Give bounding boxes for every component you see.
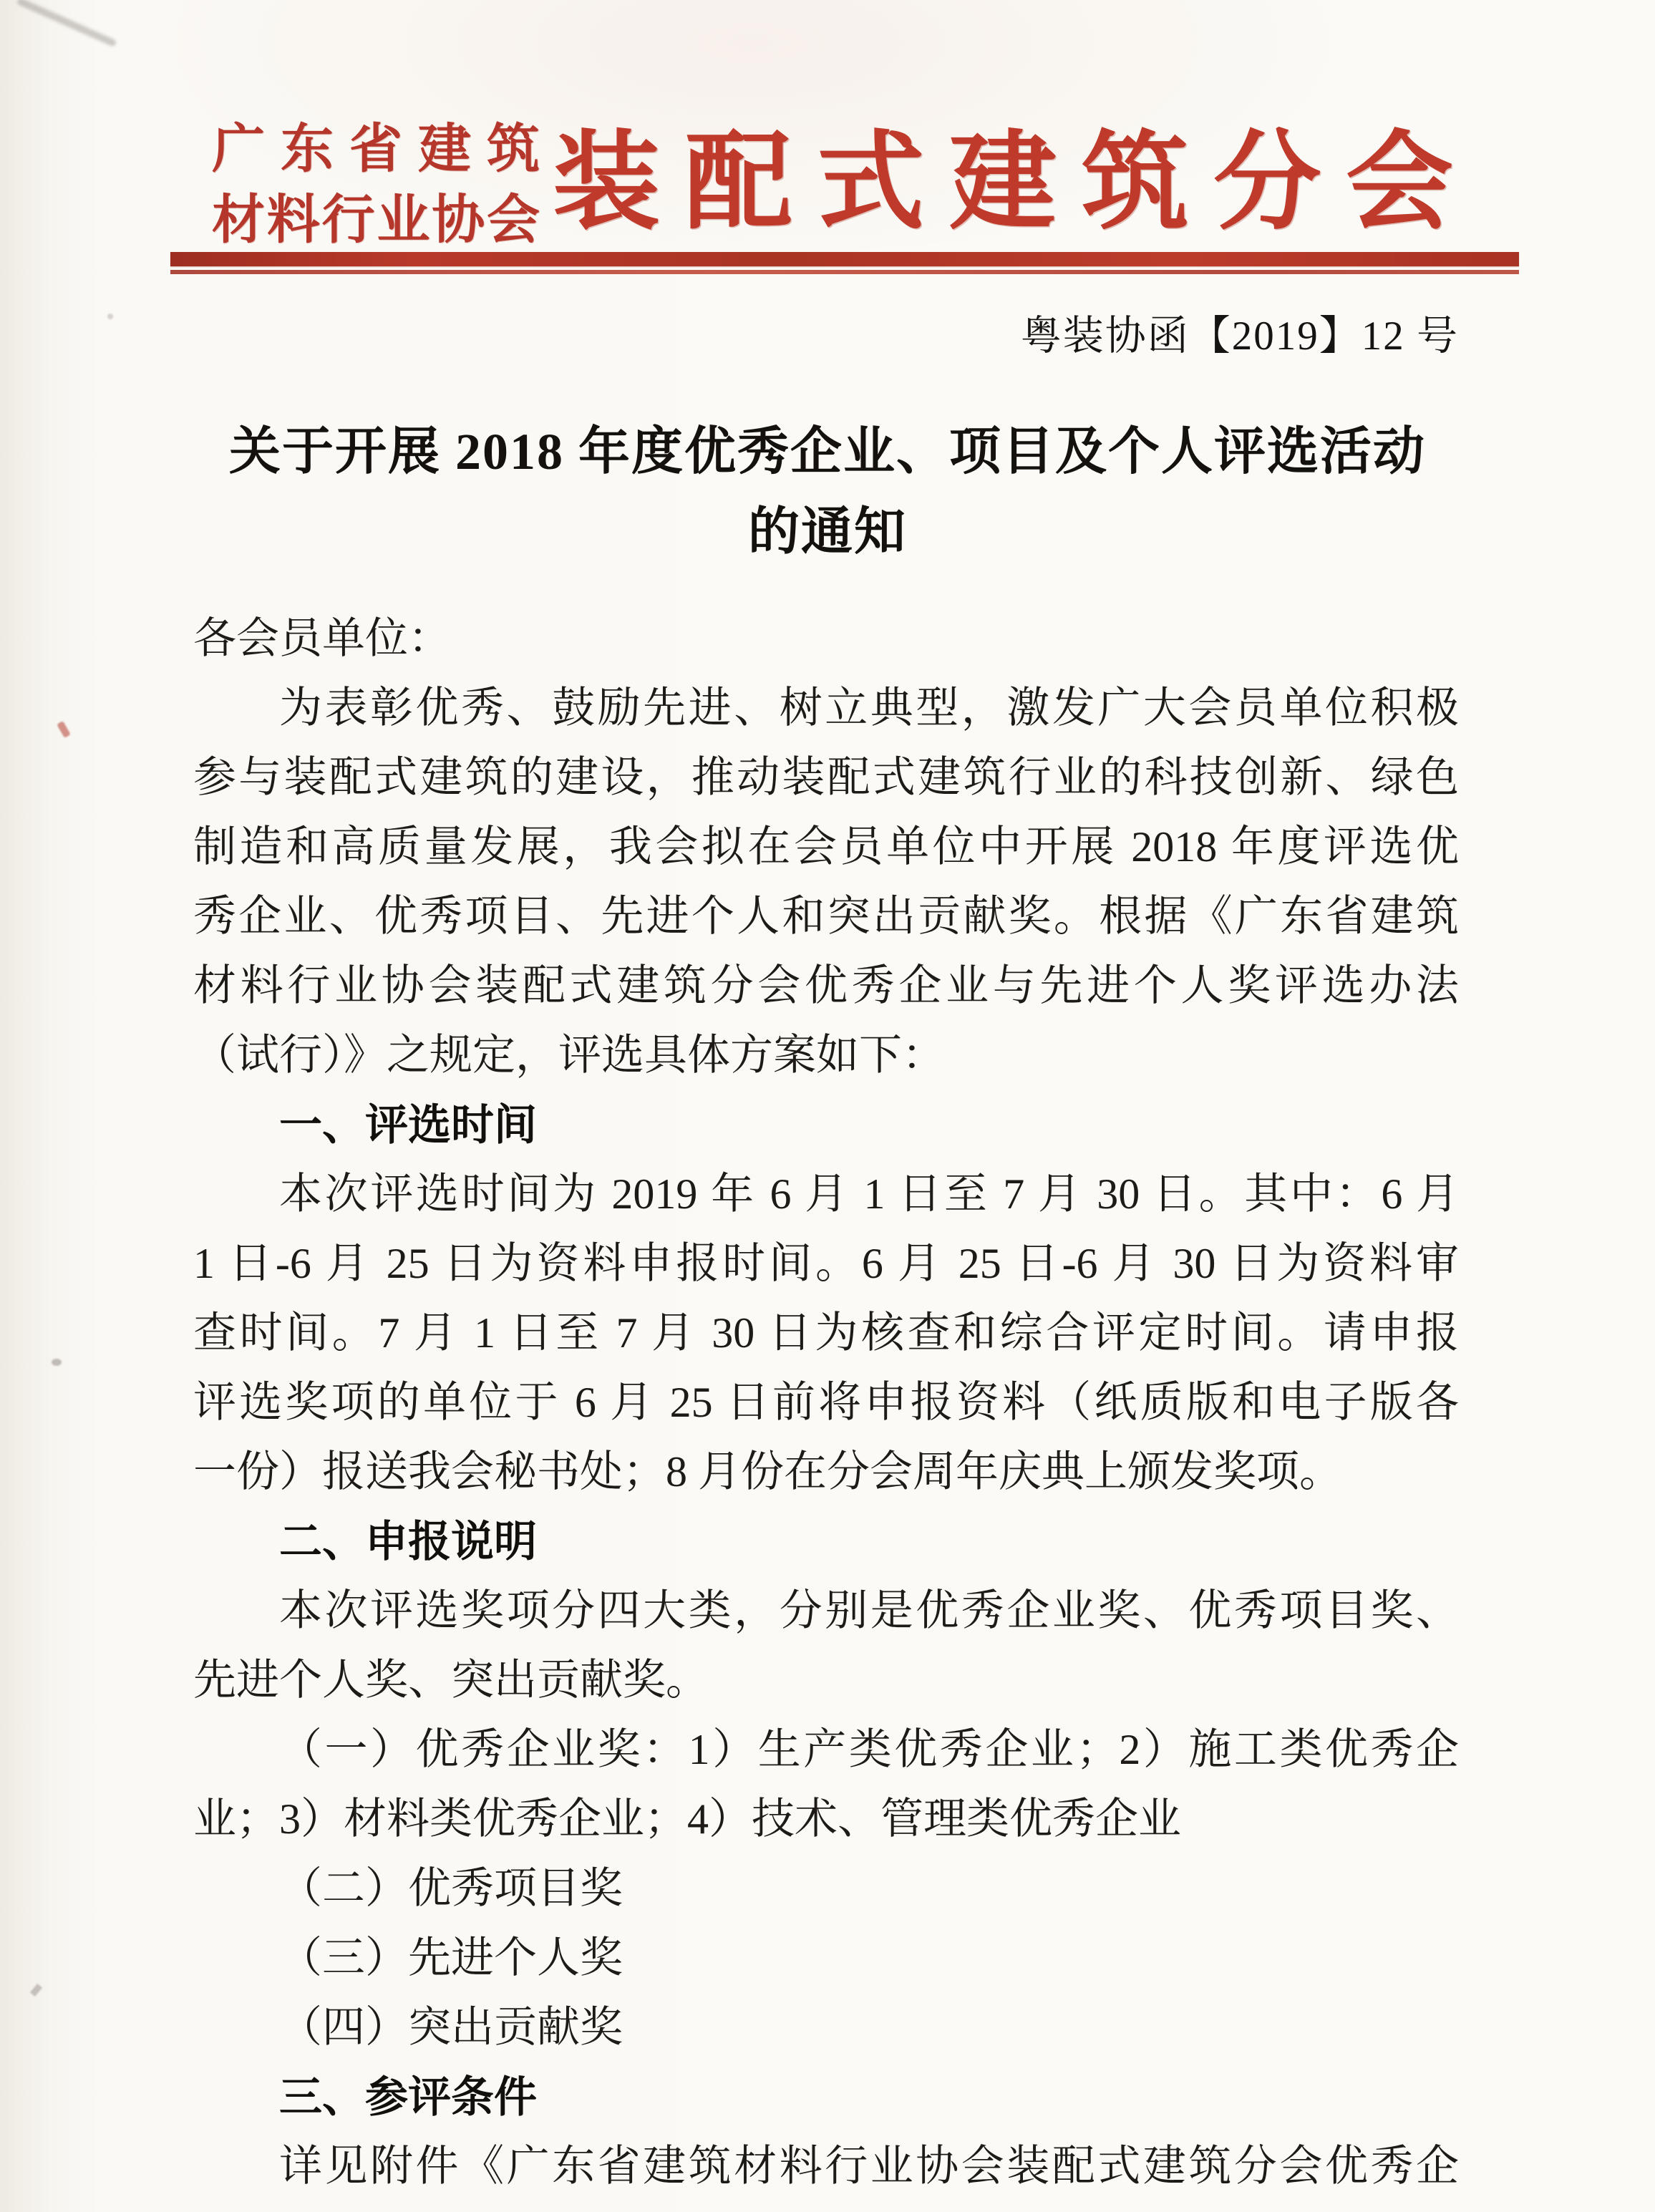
- body-line: 材料行业协会装配式建筑分会优秀企业与先进个人奖评选办法: [193, 962, 1459, 1009]
- notice-title-line1: 关于开展 2018 年度优秀企业、项目及个人评选活动: [228, 423, 1426, 480]
- body-line: 先进个人奖、突出贡献奖。: [193, 1656, 709, 1704]
- body-line: 制造和高质量发展，我会拟在会员单位中开展 2018 年度评选优: [193, 823, 1459, 870]
- body-line: 各会员单位：: [193, 615, 451, 662]
- org-name-line1: 广东省建筑: [212, 119, 540, 178]
- scan-artifact: [30, 1984, 42, 1997]
- body-line: 查时间。7 月 1 日至 7 月 30 日为核查和综合评定时间。请申报: [193, 1309, 1459, 1357]
- letterhead-rule-thin: [170, 270, 1519, 274]
- body-line: 本次评选时间为 2019 年 6 月 1 日至 7 月 30 日。其中：6 月: [279, 1170, 1459, 1218]
- body-line: （一）优秀企业奖：1）生产类优秀企业；2）施工类优秀企: [279, 1726, 1459, 1773]
- branch-name: 装配式建筑分会: [553, 124, 1453, 243]
- body-line: 参与装配式建筑的建设，推动装配式建筑行业的科技创新、绿色: [193, 754, 1459, 801]
- body-line: 本次评选奖项分四大类，分别是优秀企业奖、优秀项目奖、: [279, 1587, 1459, 1634]
- doc-number: 粤装协函【2019】12 号: [1020, 314, 1459, 359]
- body-line: （二）优秀项目奖: [279, 1865, 623, 1912]
- body-line: 业；3）材料类优秀企业；4）技术、管理类优秀企业: [193, 1795, 1181, 1843]
- scan-artifact: [52, 1359, 62, 1366]
- org-name-line2: 材料行业协会: [212, 190, 540, 249]
- scan-artifact: [16, 0, 117, 47]
- scan-artifact: [107, 314, 113, 319]
- letterhead-rule-thick: [170, 252, 1519, 266]
- body-line: 秀企业、优秀项目、先进个人和突出贡献奖。根据《广东省建筑: [193, 893, 1459, 940]
- body-line: 1 日-6 月 25 日为资料申报时间。6 月 25 日-6 月 30 日为资料审: [193, 1240, 1459, 1287]
- section-heading: 二、申报说明: [279, 1518, 537, 1566]
- org-name: [212, 113, 540, 255]
- body-line: 为表彰优秀、鼓励先进、树立典型，激发广大会员单位积极: [279, 684, 1459, 732]
- body-line: 一份）报送我会秘书处；8 月份在分会周年庆典上颁发奖项。: [193, 1448, 1342, 1495]
- section-heading: 一、评选时间: [279, 1101, 537, 1149]
- notice-title: [0, 412, 1655, 572]
- notice-title-line2: 的通知: [747, 503, 907, 561]
- body-line: （四）突出贡献奖: [279, 2004, 623, 2051]
- section-heading: 三、参评条件: [279, 2073, 537, 2121]
- body-line: 详见附件《广东省建筑材料行业协会装配式建筑分会优秀企: [279, 2143, 1459, 2190]
- notice-body: [193, 604, 1459, 2201]
- scan-artifact: [57, 721, 71, 738]
- body-line: 评选奖项的单位于 6 月 25 日前将申报资料（纸质版和电子版各: [193, 1379, 1459, 1426]
- body-line: （试行）》之规定，评选具体方案如下：: [193, 1032, 945, 1079]
- letterhead-rule: [170, 252, 1519, 274]
- body-line: （三）先进个人奖: [279, 1934, 623, 1981]
